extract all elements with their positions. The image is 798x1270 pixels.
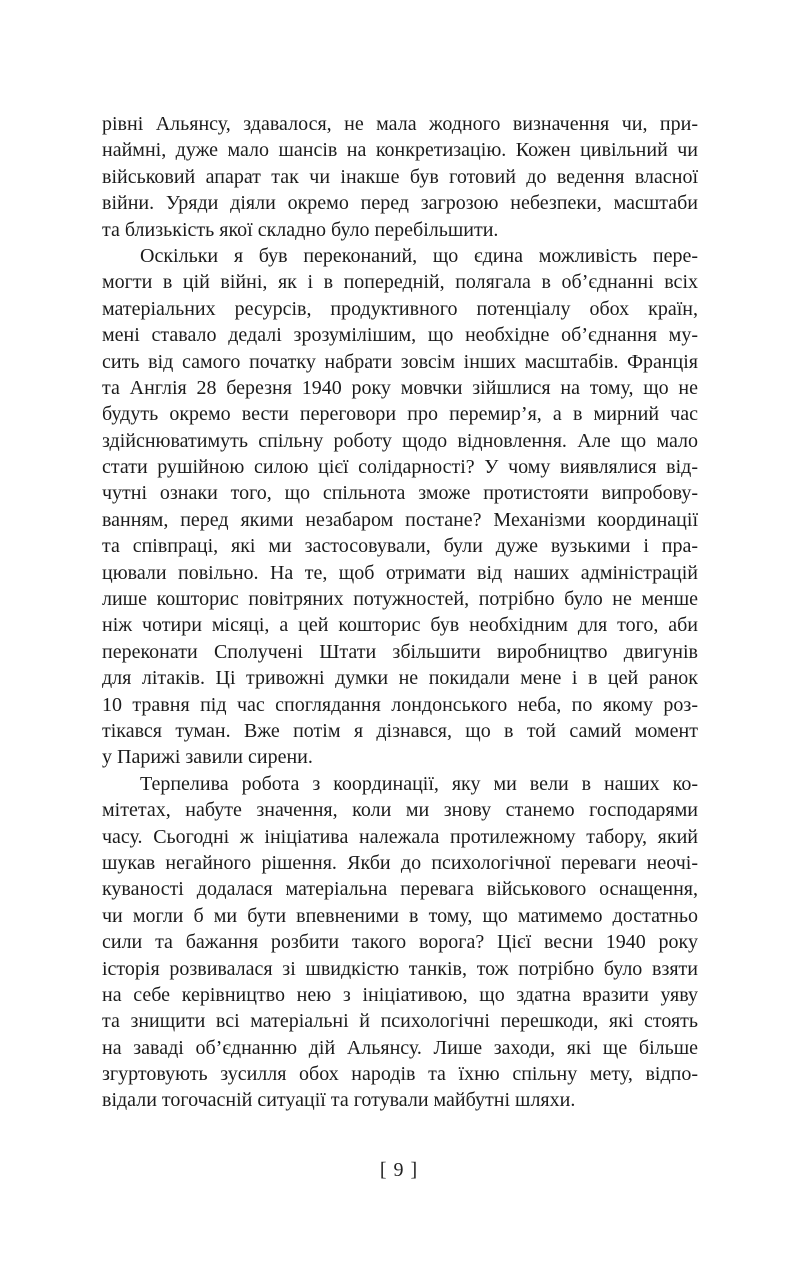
text-line: згуртовують зусилля обох народів та їхню спільну мету, відпо- [102,1063,698,1086]
text-line: куваності додалася матеріальна перевага військового оснащення, [102,878,698,901]
text-line: та Англія 28 березня 1940 року мовчки зійшлися на тому, що не [102,376,698,399]
text-line: сить від самого початку набрати зовсім інших масштабів. Франція [102,350,698,373]
text-line: для літаків. Ці тривожні думки не покидали мене і в цей ранок [102,667,698,690]
text-line: будуть окремо вести переговори про перемир’я, а в мирний час [102,403,698,426]
text-line: Оскільки я був переконаний, що єдина можливість пере- [140,244,698,267]
text-line: переконати Сполучені Штати збільшити виробництво двигунів [102,640,698,663]
text-line: та співпраці, які ми застосовували, були дуже вузькими і пра- [102,535,698,558]
text-line: часу. Сьогодні ж ініціатива належала протилежному табору, який [102,825,698,848]
text-line: історія розвивалася зі швидкістю танків, тож потрібно було взяти [102,957,698,980]
text-line: ванням, перед якими незабаром постане? Механізми координації [102,508,698,531]
text-line: здійснюватимуть спільну роботу щодо відновлення. Але що мало [102,429,698,452]
text-line: шукав негайного рішення. Якби до психологічної переваги неочі- [102,851,698,874]
text-line: та знищити всі матеріальні й психологічні перешкоди, які стоять [102,1010,698,1033]
text-line: рівні Альянсу, здавалося, не мала жодного визначення чи, при- [102,113,698,135]
text-line: на себе керівництво нею з ініціативою, що здатна вразити уяву [102,983,698,1006]
text-line: цювали повільно. На те, щоб отримати від наших адміністрацій [102,561,698,584]
text-line: та близькість якої складно було перебільшити. [102,218,499,241]
paragraph [102,771,698,1114]
text-line: матеріальних ресурсів, продуктивного потенціалу обох країн, [102,297,698,320]
text-line: Терпелива робота з координації, яку ми вели в наших ко- [140,772,698,795]
text-line: 10 травня під час споглядання лондонського неба, по якому роз- [102,693,698,716]
page-number: [ 9 ] [379,1159,419,1181]
text-line: війни. Уряди діяли окремо перед загрозою небезпеки, масштаби [102,192,698,215]
text-line: відали тогочасній ситуації та готували майбутні шляхи. [102,1089,576,1112]
text-line: могти в цій війні, як і в попередній, полягала в об’єднанні всіх [102,271,698,294]
text-line: наймні, дуже мало шансів на конкретизацію. Кожен цивільний чи [102,139,698,162]
text-line: лише кошторис повітряних потужностей, потрібно було не менше [102,588,698,611]
text-line: у Парижі завили сирени. [102,746,313,769]
paragraph [102,243,698,771]
text-line: чи могли б ми бути впевненими в тому, що матимемо достатньо [102,904,698,927]
text-line: мені ставало дедалі зрозумілішим, що необхідне об’єднання му- [102,324,698,347]
text-line: сили та бажання розбити такого ворога? Цієї весни 1940 року [102,931,698,954]
text-line: стати рушійною силою цієї солідарності? У чому виявлялися від- [102,456,698,479]
text-line: тікався туман. Вже потім я дізнався, що в той самий момент [102,719,698,742]
text-line: мітетах, набуте значення, коли ми знову станемо господарями [102,799,698,822]
text-line: на заваді об’єднанню дій Альянсу. Лише заходи, які ще більше [102,1036,698,1059]
text-line: чутні ознаки того, що спільнота зможе протистояти випробову- [102,482,698,505]
text-line: військовий апарат так чи інакше був готовий до ведення власної [102,165,698,188]
body-text [102,111,698,1114]
paragraph [102,111,698,243]
text-line: ніж чотири місяці, а цей кошторис був необхідним для того, аби [102,614,698,637]
